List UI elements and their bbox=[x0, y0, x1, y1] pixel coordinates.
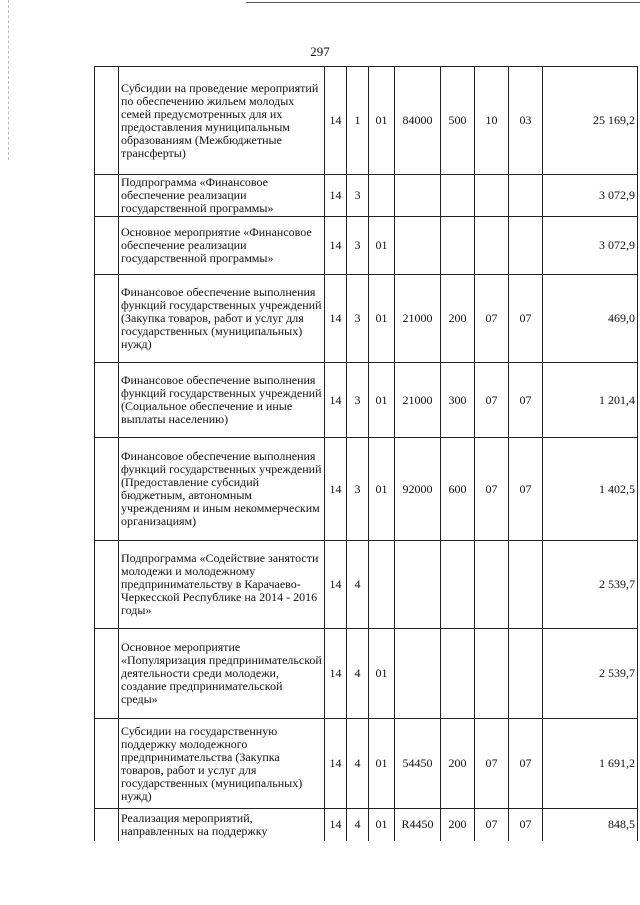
code-cell bbox=[509, 217, 543, 275]
code-cell: 92000 bbox=[395, 438, 441, 541]
amount-cell: 2 539,7 bbox=[543, 629, 638, 719]
code-cell: 07 bbox=[509, 275, 543, 363]
amount-cell: 1 691,2 bbox=[543, 719, 638, 809]
code-cell bbox=[441, 217, 475, 275]
budget-table bbox=[94, 66, 638, 841]
row-name: Субсидии на государственную поддержку молодежного предпринимательства (Закупка товаров, работ и услуг для государственных (муниципальных) нужд) bbox=[119, 719, 325, 809]
table-row bbox=[95, 217, 638, 275]
code-cell: 14 bbox=[325, 67, 347, 175]
code-cell bbox=[509, 629, 543, 719]
code-cell: 14 bbox=[325, 719, 347, 809]
code-cell: 4 bbox=[347, 541, 369, 629]
code-cell bbox=[369, 541, 395, 629]
code-cell: 03 bbox=[509, 67, 543, 175]
row-name: Реализация мероприятий, направленных на поддержку bbox=[119, 809, 325, 841]
code-cell: 500 bbox=[441, 67, 475, 175]
code-cell: 14 bbox=[325, 629, 347, 719]
amount-cell: 2 539,7 bbox=[543, 541, 638, 629]
code-cell: 200 bbox=[441, 809, 475, 841]
code-cell: 01 bbox=[369, 363, 395, 438]
code-cell: 01 bbox=[369, 629, 395, 719]
row-name: Финансовое обеспечение выполнения функций государственных учреждений (Социальное обеспечение и иные выплаты населению) bbox=[119, 363, 325, 438]
code-cell: 200 bbox=[441, 275, 475, 363]
table-row bbox=[95, 809, 638, 841]
code-cell bbox=[395, 629, 441, 719]
code-cell: 3 bbox=[347, 217, 369, 275]
amount-cell: 469,0 bbox=[543, 275, 638, 363]
code-cell: 3 bbox=[347, 363, 369, 438]
code-cell bbox=[369, 175, 395, 217]
code-cell: 07 bbox=[509, 363, 543, 438]
code-cell: 300 bbox=[441, 363, 475, 438]
code-cell: 14 bbox=[325, 438, 347, 541]
code-cell: 4 bbox=[347, 719, 369, 809]
code-cell: 1 bbox=[347, 67, 369, 175]
blank-cell bbox=[95, 175, 119, 217]
blank-cell bbox=[95, 363, 119, 438]
code-cell: 54450 bbox=[395, 719, 441, 809]
table-row bbox=[95, 438, 638, 541]
code-cell: 01 bbox=[369, 217, 395, 275]
code-cell bbox=[441, 175, 475, 217]
code-cell: 07 bbox=[475, 809, 509, 841]
code-cell bbox=[395, 175, 441, 217]
code-cell: 3 bbox=[347, 438, 369, 541]
code-cell bbox=[475, 541, 509, 629]
code-cell: 600 bbox=[441, 438, 475, 541]
code-cell: 07 bbox=[509, 719, 543, 809]
code-cell bbox=[475, 175, 509, 217]
code-cell bbox=[395, 541, 441, 629]
code-cell bbox=[509, 541, 543, 629]
code-cell: 14 bbox=[325, 275, 347, 363]
code-cell bbox=[441, 541, 475, 629]
code-cell: 14 bbox=[325, 541, 347, 629]
left-margin-mark bbox=[8, 0, 9, 160]
blank-cell bbox=[95, 438, 119, 541]
page-number: 297 bbox=[310, 44, 330, 59]
code-cell bbox=[395, 217, 441, 275]
code-cell: 84000 bbox=[395, 67, 441, 175]
code-cell: 3 bbox=[347, 175, 369, 217]
top-border-line bbox=[246, 2, 640, 3]
amount-cell: 1 402,5 bbox=[543, 438, 638, 541]
amount-cell: 3 072,9 bbox=[543, 217, 638, 275]
amount-cell: 3 072,9 bbox=[543, 175, 638, 217]
code-cell: 07 bbox=[509, 438, 543, 541]
code-cell: 14 bbox=[325, 175, 347, 217]
code-cell bbox=[441, 629, 475, 719]
code-cell: 200 bbox=[441, 719, 475, 809]
table-row bbox=[95, 275, 638, 363]
code-cell bbox=[509, 175, 543, 217]
code-cell: 10 bbox=[475, 67, 509, 175]
amount-cell: 1 201,4 bbox=[543, 363, 638, 438]
blank-cell bbox=[95, 275, 119, 363]
code-cell: 4 bbox=[347, 809, 369, 841]
code-cell: 01 bbox=[369, 275, 395, 363]
code-cell: 07 bbox=[475, 275, 509, 363]
code-cell: 14 bbox=[325, 809, 347, 841]
table-row bbox=[95, 67, 638, 175]
code-cell: 01 bbox=[369, 809, 395, 841]
code-cell: 07 bbox=[475, 363, 509, 438]
row-name: Субсидии на проведение мероприятий по обеспечению жильем молодых семей предусмотренных для их предоставления муниципальным образованиям (Межбюджетные трансферты) bbox=[119, 67, 325, 175]
code-cell: R4450 bbox=[395, 809, 441, 841]
code-cell: 01 bbox=[369, 438, 395, 541]
blank-cell bbox=[95, 629, 119, 719]
blank-cell bbox=[95, 719, 119, 809]
row-name: Подпрограмма «Финансовое обеспечение реализации государственной программы» bbox=[119, 175, 325, 217]
table-row bbox=[95, 629, 638, 719]
amount-cell: 25 169,2 bbox=[543, 67, 638, 175]
table-row bbox=[95, 363, 638, 438]
code-cell: 07 bbox=[509, 809, 543, 841]
code-cell: 3 bbox=[347, 275, 369, 363]
code-cell: 4 bbox=[347, 629, 369, 719]
code-cell: 01 bbox=[369, 719, 395, 809]
blank-cell bbox=[95, 809, 119, 841]
code-cell: 14 bbox=[325, 363, 347, 438]
table-row bbox=[95, 175, 638, 217]
code-cell: 01 bbox=[369, 67, 395, 175]
amount-cell: 848,5 bbox=[543, 809, 638, 841]
row-name: Подпрограмма «Содействие занятости молодежи и молодежному предпринимательству в Карачаево-Черкесской Республике на 2014 - 2016 годы» bbox=[119, 541, 325, 629]
row-name: Основное мероприятие «Популяризация предпринимательской деятельности среди молодежи, создание предпринимательской среды» bbox=[119, 629, 325, 719]
table-row bbox=[95, 719, 638, 809]
code-cell bbox=[475, 217, 509, 275]
code-cell: 21000 bbox=[395, 363, 441, 438]
blank-cell bbox=[95, 67, 119, 175]
blank-cell bbox=[95, 217, 119, 275]
row-name: Основное мероприятие «Финансовое обеспечение реализации государственной программы» bbox=[119, 217, 325, 275]
code-cell: 07 bbox=[475, 438, 509, 541]
code-cell: 07 bbox=[475, 719, 509, 809]
code-cell: 14 bbox=[325, 217, 347, 275]
row-name: Финансовое обеспечение выполнения функций государственных учреждений (Закупка товаров, работ и услуг для государственных (муниципальных) нужд) bbox=[119, 275, 325, 363]
code-cell bbox=[475, 629, 509, 719]
code-cell: 21000 bbox=[395, 275, 441, 363]
row-name: Финансовое обеспечение выполнения функций государственных учреждений (Предоставление субсидий бюджетным, автономным учреждениям и иным некоммерческим организациям) bbox=[119, 438, 325, 541]
table-row bbox=[95, 541, 638, 629]
blank-cell bbox=[95, 541, 119, 629]
